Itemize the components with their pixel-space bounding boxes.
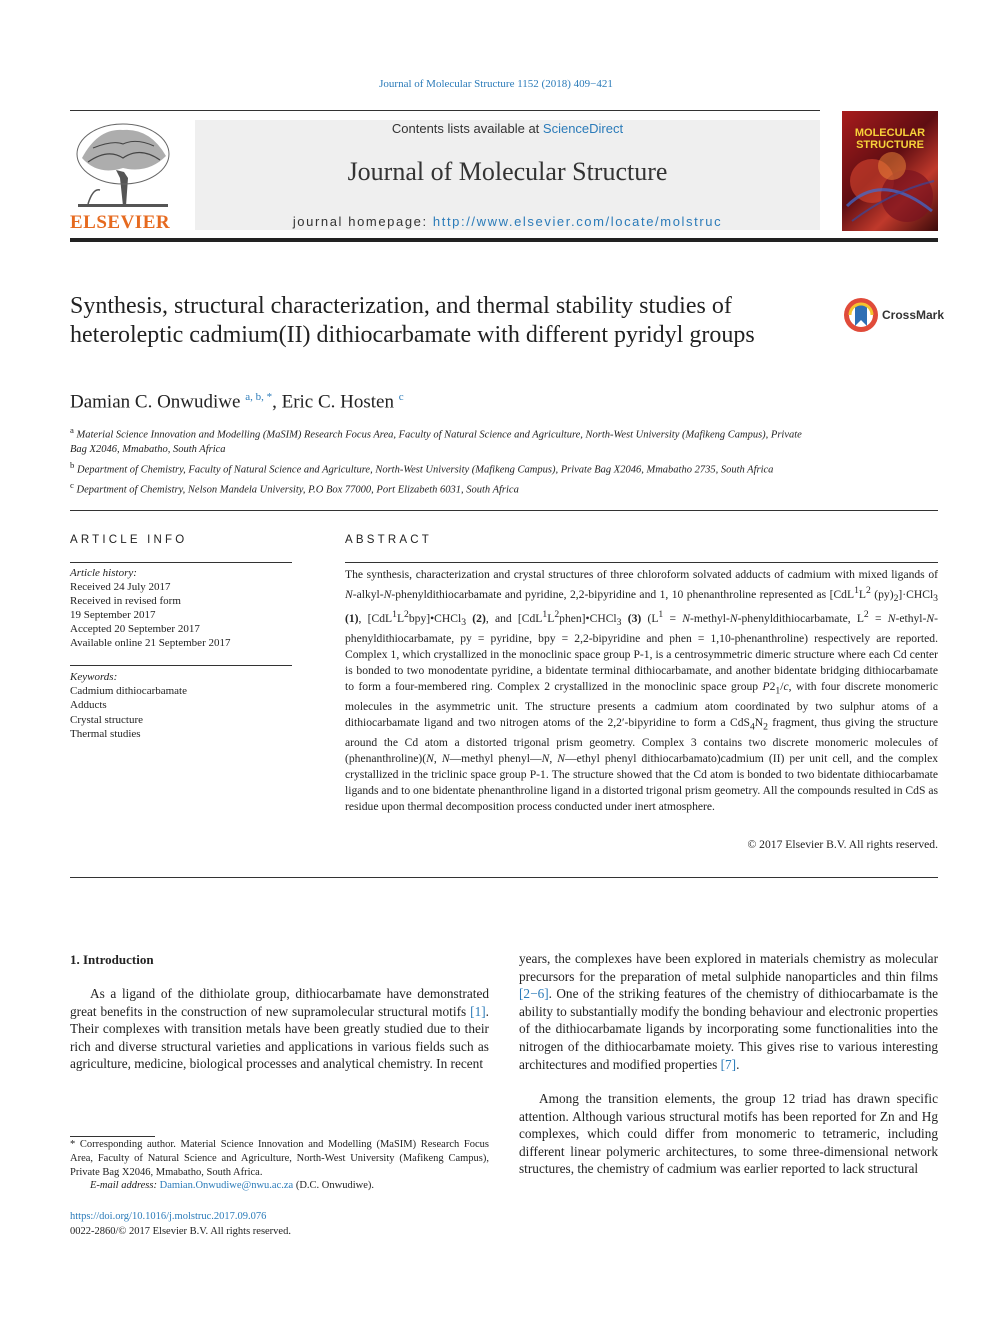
abstract-run: , and [CdL [485,611,543,625]
article-info-rule [70,665,292,666]
abstract-run: The synthesis, characterization and crystal structures of three chloroform solvated adducts of cadmium with mixed ligands of [345,568,938,581]
abstract-run: -phenyldithiocarbamate, py = pyridine, bpy = 2,2-bipyridine and phen = 1,10-phenanthroline) respectively are reported. Complex 1, which crystallized in the monoclinic space group P-1, is a centrosymmetric dimeric structure where each Cd center is bonded to two monodentate pyridine, a bidentate terminal dithiocarbamate, and another bidentate bridging dithiocarbamate to form a four-membered ring. Complex 2 crystallized in the monoclinic space group [345,611,938,693]
article-info-rule [70,562,292,563]
journal-name: Journal of Molecular Structure [347,157,668,186]
keywords [70,670,292,741]
email-suffix: (D.C. Onwudiwe). [293,1180,374,1191]
abstract-run: , [CdL [358,611,393,625]
abstract-italic: P [762,679,770,693]
abstract-run: N [754,715,764,729]
citation-link[interactable]: [2−6] [519,986,549,1002]
homepage-link[interactable]: http://www.elsevier.com/locate/molstruc [432,214,723,229]
journal-homepage [195,214,820,229]
author-name[interactable]: Eric C. Hosten [281,391,394,413]
history-item: 19 September 2017 [70,609,156,621]
abstract-run: —ethyl phenyl dithiocarbamato)cadmium (II) per unit cell, and the complex crystallized in the triclinic space group P-1. The structure showed that the Cd atom is bonded to two bidentate dithiocarbamate ligands and to one bidentate phenanthroline ligand in a distorted trigonal prism geometry. All the compounds resulted in CdS as residue upon thermal decomposition process conducted under inert atmosphere. [345,752,939,813]
elsevier-wordmark: ELSEVIER [70,212,171,233]
contents-prefix: Contents lists available at [391,121,543,136]
abstract-heading: ABSTRACT [345,534,432,546]
abstract-run: 2 [769,679,776,693]
sciencedirect-link[interactable]: ScienceDirect [542,121,624,136]
introduction-heading: 1. Introduction [70,952,154,967]
abstract-italic: N [345,587,353,601]
contents-line [195,121,820,136]
email-label: E-mail address: [90,1180,160,1191]
abstract-sup: 1 [854,584,859,596]
abstract-italic: N [426,752,434,766]
body-run: . One of the striking features of the chemistry of dithiocarbamate is the ability to substantially modify the bonding behaviour and electronic properties of the dithiocarbamate ligands by incorporating some functionalities into the nitrogen of the dithiocarbamate moiety. This gives rise to various interesting architectures and modified properties [519,986,938,1072]
abstract-sup: 2 [866,584,871,596]
abstract-run: , [549,752,558,766]
abstract-italic: N [682,611,690,625]
body-run: years, the complexes have been explored in materials chemistry as molecular precursors for the preparation of metal sulphide nanoparticles and thin films [519,951,938,984]
body-run: As a ligand of the dithiolate group, dithiocarbamate have demonstrated great benefits in the construction of new supramolecular structural motifs [70,986,489,1019]
history-item: Available online 21 September 2017 [70,637,231,649]
abstract-italic: N [383,587,392,601]
abstract-run: , with four discrete monomeric molecules in the asymmetric unit. The structure presents a cadmium atom coordinated by two sulphur atoms of a dithiocarbamate ligand and two nitrogen atoms of the 2,2′-bipyridine to form a CdS [345,679,938,729]
author-list [70,391,404,413]
author-affiliation-marks[interactable]: a, b, * [245,391,273,403]
affiliation-mark: c [70,479,74,490]
abstract-run: = [868,611,888,625]
abstract-sup: 2 [863,608,869,620]
abstract-run: L [858,587,866,601]
abstract-sup: 1 [542,608,548,620]
author-affiliation-marks[interactable]: c [398,391,404,403]
issn-copyright: 0022-2860/© 2017 Elsevier B.V. All rights reserved. [70,1226,291,1237]
abstract-sup: 1 [392,608,397,620]
abstract-run: ]·CHCl [898,587,934,601]
abstract-italic: N [441,752,450,766]
affiliation [70,423,815,458]
abstract-italic: N [557,752,566,766]
crossmark-icon [842,296,880,334]
corresponding-author-footnote: * Corresponding author. Material Science Innovation and Modelling (MaSIM) Research Focus Area, Faculty of Natural Science and Agriculture, North-West University (Mafikeng Campus), Private Bag X2046, Mmabatho, South Africa. [70,1139,489,1178]
email-link[interactable]: Damian.Onwudiwe@nwu.ac.za [159,1180,294,1191]
abstract-sub: 1 [775,685,781,697]
abstract-copyright: © 2017 Elsevier B.V. All rights reserved. [747,838,938,851]
affiliation-mark: a [70,425,74,435]
body-paragraph [519,950,938,1073]
abstract-run: , [433,752,442,766]
history-item: Received in revised form [70,595,181,607]
abstract-run: phen]•CHCl [559,611,617,625]
citation-link[interactable]: [1] [470,1003,486,1019]
abstract-sup: 1 [658,608,664,620]
author-name[interactable]: Damian C. Onwudiwe [70,391,241,413]
abstract-text [345,567,938,815]
body-run: . Their complexes with transition metals have been greatly studied due to their rich and diverse structural varieties and applications in various fields such as agriculture, medicine, biological processes and analytical chemistry. In recent [70,1003,489,1072]
abstract-run: L [396,611,405,625]
article-history [70,566,292,650]
affiliation-text: Department of Chemistry, Faculty of Natural Science and Agriculture, North-West University (Mafikeng Campus), Private Bag X2046, Mmabatho 2735, South Africa [77,464,774,475]
header-thick-rule [70,238,938,242]
journal-cover-image[interactable] [842,111,938,231]
article-info-heading: ARTICLE INFO [70,534,188,546]
abstract-sup: 2 [404,608,409,620]
affiliations [70,423,815,498]
abstract-run: (L [641,611,659,625]
abstract-sub: 2 [893,593,899,605]
keyword: Cadmium dithiocarbamate [70,685,187,698]
abstract-italic: c [783,679,789,693]
abstract-rule [345,562,938,563]
abstract-run: -phenyldithiocarbamate, L [737,611,864,625]
affiliation [70,458,815,478]
abstract-run: fragment, thus giving the structure around the Cd atom a distorted trigonal prism geometry. Complex 3 contains two discrete monomeric molecules of (phenanthroline)( [345,715,938,766]
abstract-sup: 2 [554,608,560,620]
email-line [90,1180,374,1191]
header-rule [70,110,820,111]
homepage-label: journal homepage: [292,214,433,229]
abstract-italic: N [541,752,550,766]
section-rule [70,510,938,511]
abstract-run: -phenyldithiocarbamate and pyridine, 2,2-bipyridine and 1, 10 phenanthroline represented as [CdL [391,587,855,601]
abstract-italic: N [926,611,935,625]
footnote-rule [70,1136,155,1137]
doi-link[interactable]: https://doi.org/10.1016/j.molstruc.2017.09.076 [70,1211,267,1222]
citation-link[interactable]: [7] [720,1056,737,1072]
history-label: Article history: [70,567,137,579]
abstract-sub: 3 [461,617,467,629]
compound-number: (2) [466,611,486,625]
abstract-italic: N [887,611,896,625]
body-run: . [736,1056,740,1072]
compound-number: (3) [621,611,642,625]
abstract-run: L [547,611,555,625]
abstract-run: —methyl phenyl— [449,752,542,766]
affiliation-mark: b [70,459,75,470]
abstract-run: -ethyl- [895,611,927,625]
affiliation-text: Department of Chemistry, Nelson Mandela University, P.O Box 77000, Port Elizabeth 6031, South Africa [76,484,519,495]
crossmark-label: CrossMark [882,308,945,322]
author-separator: , [272,391,282,413]
section-rule [70,877,938,878]
compound-number: (1) [345,611,359,625]
abstract-italic: N [729,611,738,625]
history-item: Accepted 20 September 2017 [70,623,200,635]
body-paragraph [70,985,489,1073]
abstract-run: -methyl- [689,611,730,625]
abstract-run: bpy]•CHCl [408,611,462,625]
abstract-run: (py) [870,587,894,601]
keywords-label: Keywords: [70,671,118,683]
abstract-sub: 3 [933,593,938,605]
keyword: Thermal studies [70,727,141,740]
abstract-sub: 4 [749,721,755,733]
abstract-sub: 2 [763,721,768,733]
article-title: Synthesis, structural characterization, and thermal stability studies of heteroleptic cadmium(II) dithiocarbamate with different pyridyl groups [70,293,755,348]
keyword: Crystal structure [70,713,144,726]
journal-citation[interactable]: Journal of Molecular Structure 1152 (2018) 409−421 [379,78,613,90]
body-paragraph: Among the transition elements, the group 12 triad has drawn specific attention. Although various structural motifs has been reported for Zn and Hg complexes, which could differ from monomeric to tetrameric, including different linear polymeric architectures, to some three-dimensional network structures, the chemistry of cadmium was earlier reported to lack structural [519,1091,938,1177]
abstract-run: = [663,611,683,625]
history-item: Received 24 July 2017 [70,581,171,593]
affiliation-text: Material Science Innovation and Modelling (MaSIM) Research Focus Area, Faculty of Natural Science and Agriculture, North-West University (Mafikeng Campus), Private Bag X2046, Mmabatho, South Africa [70,429,802,455]
affiliation [70,478,815,498]
abstract-sub: 3 [616,617,622,629]
cover-title: MOLECULAR STRUCTURE [854,127,926,151]
crossmark-badge[interactable] [842,296,945,336]
abstract-run: / [780,679,784,693]
keyword: Adducts [70,699,107,712]
abstract-run: -alkyl- [352,587,384,601]
